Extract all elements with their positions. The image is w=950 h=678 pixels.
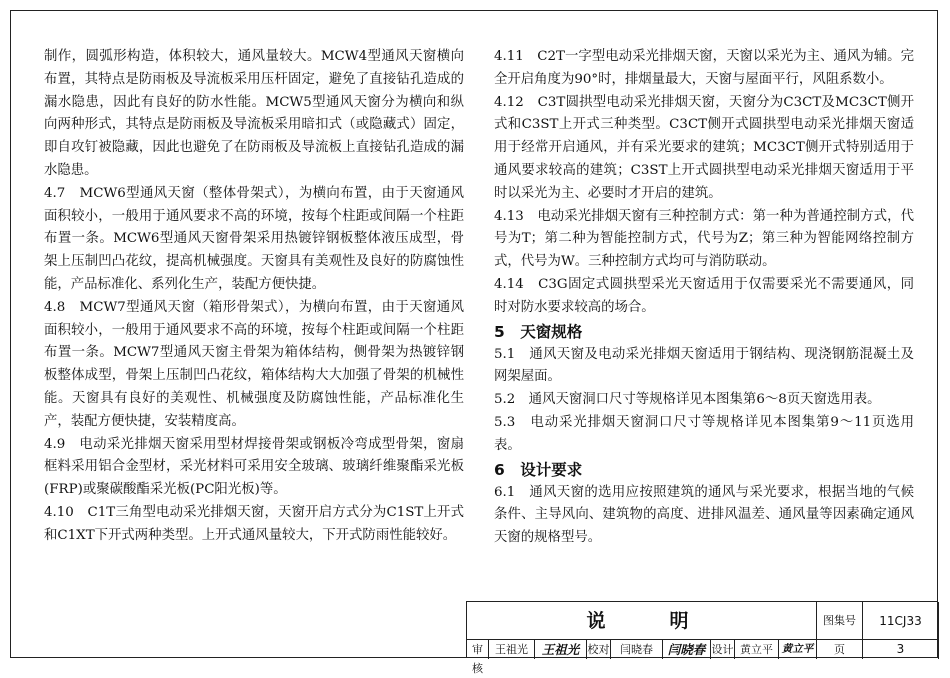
section-heading: 5 天窗规格: [494, 322, 583, 341]
paragraph: 5.2 通风天窗洞口尺寸等规格详见本图集第6～8页天窗选用表。: [494, 392, 881, 408]
design-label: 设计: [711, 640, 735, 659]
page-label: 页: [817, 640, 863, 659]
paragraph: 4.9 电动采光排烟天窗采用型材焊接骨架或钢板冷弯成型骨架，窗扇框料采用铝合金型材，采光材料可采用安全玻璃、玻璃纤维聚酯采光板(FRP)或聚碳酸酯采光板(PC阳光板)等。: [44, 436, 464, 498]
reviewer-signature: 王祖光: [535, 640, 587, 659]
right-column: [494, 46, 914, 550]
paragraph: 6.1 通风天窗的选用应按照建筑的通风与采光要求，根据当地的气候条件、主导风向、建筑物的高度、进排风温差、通风量等因素确定通风天窗的规格型号。: [494, 484, 914, 546]
paragraph: 4.10 C1T三角型电动采光排烟天窗，天窗开启方式分为C1ST上开式和C1XT下开式两种类型。上开式通风量较大，下开式防雨性能较好。: [44, 504, 464, 543]
designer-name: 黄立平: [735, 640, 779, 659]
paragraph: 5.1 通风天窗及电动采光排烟天窗适用于钢结构、现浇钢筋混凝土及网架屋面。: [494, 346, 914, 385]
reviewer-name: 王祖光: [489, 640, 535, 659]
drawing-title: 说明: [467, 602, 817, 640]
paragraph: 4.13 电动采光排烟天窗有三种控制方式：第一种为普通控制方式，代号为T；第二种为智能控制方式，代号为Z；第三种为智能网络控制方式，代号为W。三种控制方式均可与消防联动。: [494, 208, 914, 270]
page-number: 3: [863, 640, 939, 659]
title-block: [466, 601, 938, 675]
left-column: [44, 46, 464, 548]
section-heading: 6 设计要求: [494, 460, 583, 479]
paragraph: 4.12 C3T圆拱型电动采光排烟天窗，天窗分为C3CT及MC3CT侧开式和C3ST上开式三种类型。C3CT侧开式圆拱型电动采光排烟天窗适用于经常开启通风，并有采光要求的建筑；MC3CT侧开式特别适用于通风要求较高的建筑；C3ST上开式圆拱型电动采光排烟天窗适用于平时以采光为主、必要时才开启的建筑。: [494, 94, 914, 201]
paragraph: 4.8 MCW7型通风天窗（箱形骨架式），为横向布置，由于天窗通风面积较小，一般用于通风要求不高的环境，按每个柱距或间隔一个柱距布置一条。MCW7型通风天窗主骨架为箱体结构，侧骨架为热镀锌钢板整体成型，骨架上压制凹凸花纹，箱体结构大大加强了骨架的机械性能。天窗具有良好的美观性、机械强度及防腐蚀性能，产品标准化生产，装配方便快捷，安装精度高。: [44, 299, 464, 429]
review-label: 审核: [467, 640, 489, 659]
atlas-number: 11CJ33: [863, 602, 939, 640]
check-label: 校对: [587, 640, 611, 659]
checker-signature: 闫晓春: [663, 640, 711, 659]
paragraph: 4.11 C2T一字型电动采光排烟天窗，天窗以采光为主、通风为辅。完全开启角度为90°时，排烟量最大，天窗与屋面平行，风阻系数小。: [494, 49, 914, 87]
checker-name: 闫晓春: [611, 640, 663, 659]
paragraph: 5.3 电动采光排烟天窗洞口尺寸等规格详见本图集第9～11页选用表。: [494, 414, 914, 453]
paragraph: 4.7 MCW6型通风天窗（整体骨架式），为横向布置，由于天窗通风面积较小，一般用于通风要求不高的环境，按每个柱距或间隔一个柱距布置一条。MCW6型通风天窗骨架采用热镀锌钢板整体液压成型，骨架上压制凹凸花纹，提高机械强度。天窗具有美观性及良好的防腐蚀性能，产品标准化、系列化生产，装配方便快捷。: [44, 185, 464, 292]
paragraph: 4.14 C3G固定式圆拱型采光天窗适用于仅需要采光不需要通风，同时对防水要求较高的场合。: [494, 276, 914, 315]
paragraph: 制作，圆弧形构造，体积较大，通风量较大。MCW4型通风天窗横向布置，其特点是防雨板及导流板采用压杆固定，避免了直接钻孔造成的漏水隐患，因此有良好的防水性能。MCW5型通风天窗分为横向和纵向两种形式，其特点是防雨板及导流板采用暗扣式（或隐藏式）固定，即自攻钉被隐藏，因此也避免了在防雨板及导流板上直接钻孔造成的漏水隐患。: [44, 49, 464, 178]
atlas-label: 图集号: [817, 602, 863, 640]
designer-signature: 黄立平: [779, 640, 817, 659]
